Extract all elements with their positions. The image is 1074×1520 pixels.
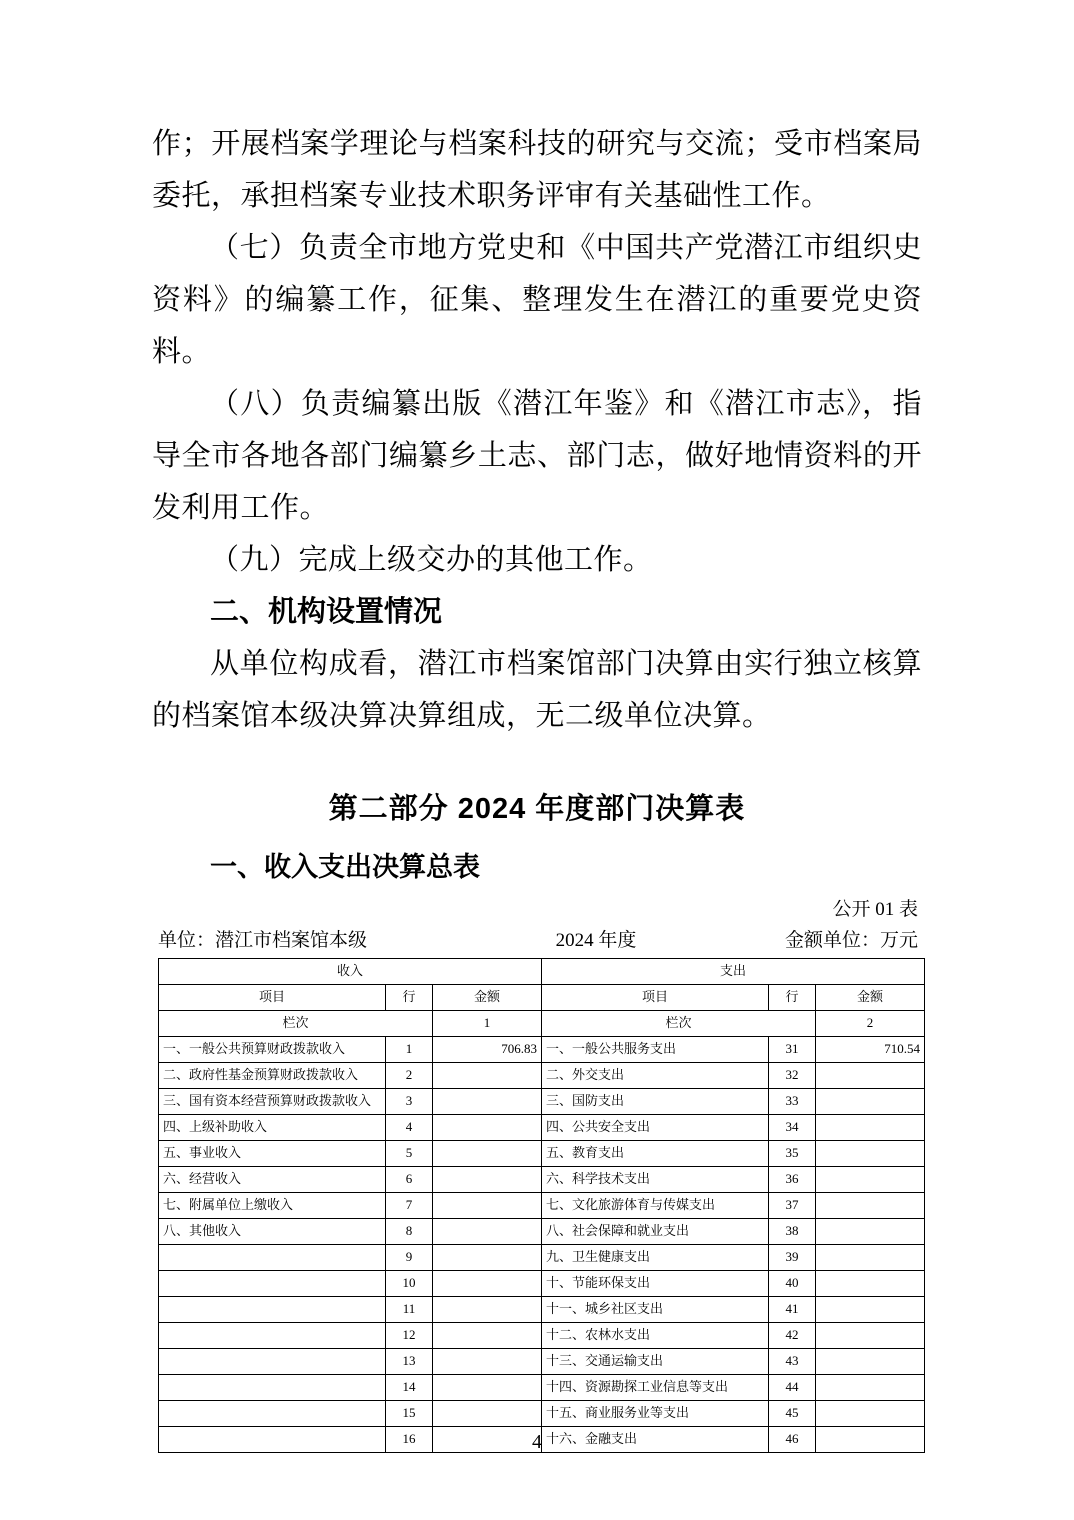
income-expenditure-table	[158, 958, 925, 1453]
table-row	[159, 1063, 925, 1089]
cell-expenditure-row: 37	[769, 1193, 816, 1219]
group-header-expenditure: 支出	[542, 959, 925, 985]
cell-expenditure-amount: 710.54	[816, 1037, 925, 1063]
cell-income-row: 8	[386, 1219, 433, 1245]
table-row	[159, 1401, 925, 1427]
cell-income-row: 6	[386, 1167, 433, 1193]
table-row	[159, 1219, 925, 1245]
cell-income-row: 3	[386, 1089, 433, 1115]
col-header-income-row: 行	[386, 985, 433, 1011]
col-header-expenditure-item: 项目	[542, 985, 769, 1011]
cell-income-amount	[433, 1375, 542, 1401]
group-header-income: 收入	[159, 959, 542, 985]
cell-expenditure-amount	[816, 1401, 925, 1427]
cell-expenditure-amount	[816, 1193, 925, 1219]
cell-expenditure-row: 33	[769, 1089, 816, 1115]
cell-income-row: 7	[386, 1193, 433, 1219]
table-row	[159, 1349, 925, 1375]
cell-expenditure-item: 十四、资源勘探工业信息等支出	[542, 1375, 769, 1401]
paragraph-item-9: （九）完成上级交办的其他工作。	[210, 544, 653, 576]
cell-expenditure-amount	[816, 1297, 925, 1323]
cell-expenditure-amount	[816, 1219, 925, 1245]
table-meta-unit: 单位：潜江市档案馆本级	[158, 930, 368, 951]
table-row	[159, 1193, 925, 1219]
paragraph-item-7: （七）负责全市地方党史和《中国共产党潜江市组织史资料》的编纂工作，征集、整理发生在潜江的重要党史资料。	[152, 232, 922, 368]
col-header-expenditure-row: 行	[769, 985, 816, 1011]
table-row	[159, 1089, 925, 1115]
cell-income-amount	[433, 1401, 542, 1427]
cell-expenditure-amount	[816, 1167, 925, 1193]
paragraph-item-8: （八）负责编纂出版《潜江年鉴》和《潜江市志》，指导全市各地各部门编纂乡土志、部门志，做好地情资料的开发利用工作。	[152, 388, 922, 524]
cell-income-item: 二、政府性基金预算财政拨款收入	[159, 1063, 386, 1089]
cell-expenditure-amount	[816, 1063, 925, 1089]
cell-income-row: 1	[386, 1037, 433, 1063]
cell-income-item	[159, 1271, 386, 1297]
table-group-header-row	[159, 959, 925, 985]
cell-income-amount	[433, 1297, 542, 1323]
column-index-label-expenditure: 栏次	[542, 1011, 816, 1037]
table-row	[159, 1297, 925, 1323]
cell-expenditure-amount	[816, 1323, 925, 1349]
cell-expenditure-item: 十、节能环保支出	[542, 1271, 769, 1297]
cell-expenditure-item: 八、社会保障和就业支出	[542, 1219, 769, 1245]
cell-income-item	[159, 1323, 386, 1349]
cell-income-item: 一、一般公共预算财政拨款收入	[159, 1037, 386, 1063]
cell-income-amount	[433, 1063, 542, 1089]
col-header-income-item: 项目	[159, 985, 386, 1011]
cell-expenditure-row: 43	[769, 1349, 816, 1375]
table-row	[159, 1375, 925, 1401]
cell-income-row: 10	[386, 1271, 433, 1297]
cell-expenditure-item: 十六、金融支出	[542, 1427, 769, 1453]
table-column-index-row	[159, 1011, 925, 1037]
cell-expenditure-item: 二、外交支出	[542, 1063, 769, 1089]
table-row	[159, 1167, 925, 1193]
part-title: 第二部分 2024 年度部门决算表	[328, 793, 746, 825]
cell-expenditure-row: 42	[769, 1323, 816, 1349]
cell-income-amount	[433, 1141, 542, 1167]
cell-income-row: 16	[386, 1427, 433, 1453]
cell-income-amount	[433, 1219, 542, 1245]
cell-expenditure-item: 十二、农林水支出	[542, 1323, 769, 1349]
cell-expenditure-row: 40	[769, 1271, 816, 1297]
table-row	[159, 1245, 925, 1271]
cell-income-item: 四、上级补助收入	[159, 1115, 386, 1141]
cell-income-row: 14	[386, 1375, 433, 1401]
cell-expenditure-amount	[816, 1089, 925, 1115]
cell-expenditure-amount	[816, 1375, 925, 1401]
table-code-label: 公开 01 表	[832, 899, 918, 920]
cell-expenditure-row: 35	[769, 1141, 816, 1167]
cell-income-row: 15	[386, 1401, 433, 1427]
cell-income-amount	[433, 1089, 542, 1115]
table-row	[159, 1271, 925, 1297]
cell-expenditure-item: 十三、交通运输支出	[542, 1349, 769, 1375]
table-meta-year: 2024 年度	[555, 930, 637, 951]
cell-expenditure-item: 四、公共安全支出	[542, 1115, 769, 1141]
cell-income-row: 4	[386, 1115, 433, 1141]
cell-expenditure-item: 六、科学技术支出	[542, 1167, 769, 1193]
table-row	[159, 1323, 925, 1349]
cell-income-row: 13	[386, 1349, 433, 1375]
cell-expenditure-row: 34	[769, 1115, 816, 1141]
cell-income-amount	[433, 1271, 542, 1297]
cell-expenditure-row: 41	[769, 1297, 816, 1323]
cell-expenditure-row: 39	[769, 1245, 816, 1271]
table-row	[159, 1141, 925, 1167]
cell-income-row: 12	[386, 1323, 433, 1349]
cell-expenditure-row: 38	[769, 1219, 816, 1245]
cell-income-amount	[433, 1349, 542, 1375]
cell-expenditure-row: 45	[769, 1401, 816, 1427]
table-column-header-row	[159, 985, 925, 1011]
cell-income-item: 七、附属单位上缴收入	[159, 1193, 386, 1219]
cell-income-amount	[433, 1323, 542, 1349]
cell-expenditure-item: 十一、城乡社区支出	[542, 1297, 769, 1323]
cell-expenditure-row: 44	[769, 1375, 816, 1401]
table-row	[159, 1115, 925, 1141]
cell-expenditure-item: 十五、商业服务业等支出	[542, 1401, 769, 1427]
cell-income-row: 11	[386, 1297, 433, 1323]
cell-income-amount	[433, 1193, 542, 1219]
cell-expenditure-amount	[816, 1141, 925, 1167]
cell-expenditure-amount	[816, 1115, 925, 1141]
column-index-label-income: 栏次	[159, 1011, 433, 1037]
cell-income-item	[159, 1401, 386, 1427]
cell-income-amount	[433, 1245, 542, 1271]
cell-expenditure-item: 九、卫生健康支出	[542, 1245, 769, 1271]
cell-income-amount: 706.83	[433, 1037, 542, 1063]
cell-expenditure-item: 一、一般公共服务支出	[542, 1037, 769, 1063]
column-index-value-income: 1	[433, 1011, 542, 1037]
cell-expenditure-amount	[816, 1271, 925, 1297]
cell-income-item	[159, 1245, 386, 1271]
paragraph-continued: 作；开展档案学理论与档案科技的研究与交流；受市档案局委托，承担档案专业技术职务评审有关基础性工作。	[152, 128, 922, 212]
cell-income-row: 2	[386, 1063, 433, 1089]
cell-income-row: 5	[386, 1141, 433, 1167]
cell-expenditure-row: 46	[769, 1427, 816, 1453]
col-header-expenditure-amount: 金额	[816, 985, 925, 1011]
section-paragraph-organization: 从单位构成看，潜江市档案馆部门决算由实行独立核算的档案馆本级决算决算组成，无二级单位决算。	[152, 648, 922, 732]
cell-income-row: 9	[386, 1245, 433, 1271]
column-index-value-expenditure: 2	[816, 1011, 925, 1037]
cell-income-item: 六、经营收入	[159, 1167, 386, 1193]
cell-income-amount	[433, 1167, 542, 1193]
table-section-title: 一、收入支出决算总表	[210, 852, 480, 882]
table-meta-amount-unit: 金额单位：万元	[784, 930, 918, 951]
cell-income-amount	[433, 1115, 542, 1141]
table-row	[159, 1037, 925, 1063]
section-heading-organization: 二、机构设置情况	[210, 596, 443, 628]
cell-expenditure-row: 36	[769, 1167, 816, 1193]
cell-expenditure-item: 七、文化旅游体育与传媒支出	[542, 1193, 769, 1219]
cell-expenditure-item: 三、国防支出	[542, 1089, 769, 1115]
table-meta	[158, 925, 918, 952]
col-header-income-amount: 金额	[433, 985, 542, 1011]
cell-expenditure-item: 五、教育支出	[542, 1141, 769, 1167]
cell-income-item: 八、其他收入	[159, 1219, 386, 1245]
cell-expenditure-amount	[816, 1245, 925, 1271]
cell-income-item	[159, 1349, 386, 1375]
cell-income-item: 三、国有资本经营预算财政拨款收入	[159, 1089, 386, 1115]
page-number: 4	[532, 1431, 542, 1453]
cell-expenditure-row: 32	[769, 1063, 816, 1089]
cell-expenditure-row: 31	[769, 1037, 816, 1063]
cell-income-item: 五、事业收入	[159, 1141, 386, 1167]
cell-expenditure-amount	[816, 1349, 925, 1375]
cell-income-item	[159, 1297, 386, 1323]
cell-income-item	[159, 1375, 386, 1401]
